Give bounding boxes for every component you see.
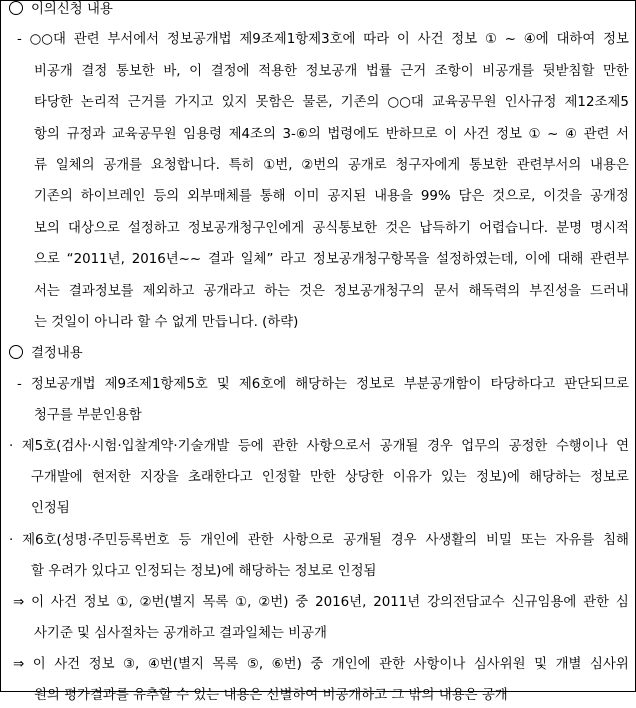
paragraph-line: 으로 “2011년, 2016년~~ 결과 일체” 라고 정보공개청구항목을 설정하였는데, 이에 대해 관련부	[34, 252, 629, 267]
paragraph-line: 류 일체의 공개를 요청합니다. 특히 ①번, ②번의 공개로 청구자에게 통보한 관련부서의 내용은	[34, 158, 629, 173]
section-heading	[9, 342, 83, 366]
paragraph-line: 할 우려가 있다고 인정되는 정보)에 해당하는 정보로 인정됨	[31, 564, 377, 579]
paragraph-line: 구개발에 현저한 지장을 초래한다고 인정할 만한 상당한 이유가 있는 정보)에 해당하는 정보로	[31, 470, 629, 485]
paragraph-line: 항의 규정과 교육공무원 임용령 제4조의 3-⑥의 법령에도 반하므로 이 사건 정보 ① ~ ④ 관련 서	[34, 127, 629, 142]
circle-bullet-icon	[9, 345, 23, 359]
circle-bullet-icon	[9, 1, 23, 15]
paragraph-line: - 정보공개법 제9조제1항제5호 및 제6호에 해당하는 정보로 부분공개함이 타당하다고 판단되므로	[17, 377, 629, 392]
paragraph-line: 는 것일이 아니라 할 수 없게 만듭니다. (하략)	[34, 315, 299, 330]
section-title: 결정내용	[31, 346, 83, 361]
paragraph-line: · 제5호(검사·시험·입찰계약·기술개발 등에 관한 사항으로서 공개될 경우 업무의 공정한 수행이나 연	[9, 439, 629, 454]
paragraph-line: 인정됨	[31, 501, 70, 516]
paragraph-line: 사기준 및 심사절차는 공개하고 결과일체는 비공개	[34, 626, 327, 641]
paragraph-line: ⇒ 이 사건 정보 ①, ②번(별지 목록 ①, ②번) 중 2016년, 2011년 강의전담교수 신규임용에 관한 심	[13, 595, 629, 610]
paragraph-line: · 제6호(성명·주민등록번호 등 개인에 관한 사항으로 공개될 경우 사생활의 비밀 또는 자유를 침해	[9, 533, 629, 548]
paragraph-line: 서는 결과정보를 제외하고 공개라고 하는 것은 정보공개청구의 문서 해독력의 부진성을 드러내	[34, 284, 629, 299]
paragraph-line: 기존의 하이브레인 등의 외부매체를 통해 이미 공지된 내용을 99% 담은 것으로, 이것을 공개정	[34, 189, 629, 204]
section-title: 이의신청 내용	[31, 2, 113, 17]
paragraph-line: 원의 평가결과를 유추할 수 있는 내용은 선별하여 비공개하고 그 밖의 내용은 공개	[34, 688, 508, 703]
paragraph-line: 비공개 결정 통보한 바, 이 결정에 적용한 정보공개 법률 근거 조항이 비공개를 뒷받침할 만한	[34, 64, 629, 79]
paragraph-line: 보의 대상으로 설정하고 정보공개청구인에게 공식통보한 것은 납득하기 어렵습니다. 분명 명시적	[34, 221, 629, 236]
paragraph-line: ⇒ 이 사건 정보 ③, ④번(별지 목록 ⑤, ⑥번) 중 개인에 관한 사항이나 심사위원 및 개별 심사위	[13, 657, 629, 672]
paragraph-line: - ○○대 관련 부서에서 정보공개법 제9조제1항제3호에 따라 이 사건 정보 ① ~ ④에 대하여 정보	[17, 32, 629, 47]
paragraph-line: 타당한 논리적 근거를 가지고 있지 못함은 물론, 기존의 ○○대 교육공무원 인사규정 제12조제5	[34, 95, 629, 110]
section-heading	[9, 0, 113, 22]
paragraph-line: 청구를 부분인용함	[34, 408, 142, 423]
